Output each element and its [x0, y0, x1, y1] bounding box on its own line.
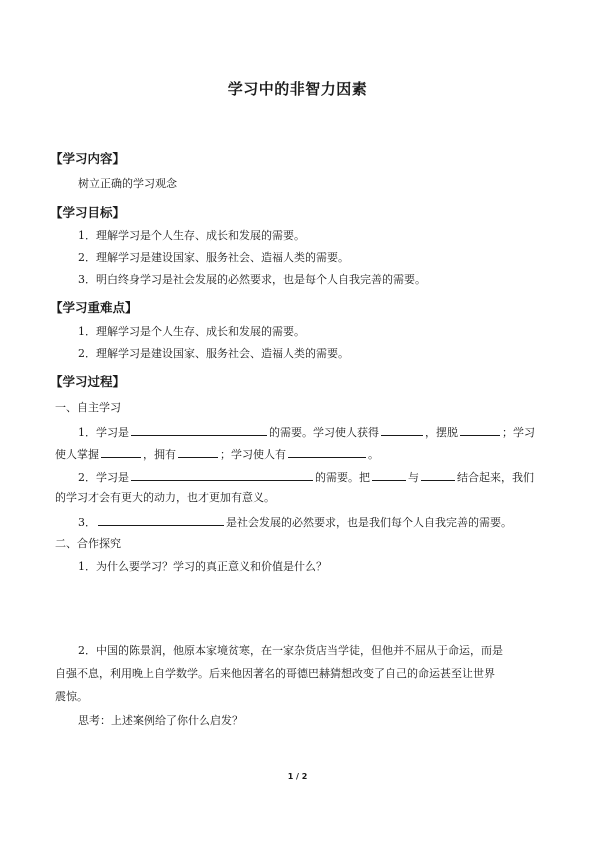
- section-heading-key-points: 【学习重难点】: [50, 300, 138, 315]
- part2-case-line1: 2．中国的陈景润，他原本家境贫寒，在一家杂货店当学徒，但他并不屈从于命运，而是: [78, 644, 503, 657]
- goal-item-2: 2．理解学习是建设国家、服务社会、造福人类的需要。: [78, 251, 349, 264]
- part2-title: 二、合作探究: [55, 537, 121, 550]
- q1-text-g: ；学习使人有: [220, 448, 286, 461]
- section-heading-process: 【学习过程】: [50, 374, 126, 389]
- blank-field[interactable]: [131, 424, 267, 436]
- blank-field[interactable]: [421, 469, 455, 481]
- fill-blank-q2-line2: 的学习才会有更大的动力，也才更加有意义。: [55, 491, 275, 504]
- blank-field[interactable]: [131, 469, 313, 481]
- fill-blank-q1-line2: [55, 446, 379, 462]
- fill-blank-q3: [78, 514, 512, 530]
- q1-text-f: ，拥有: [143, 448, 176, 461]
- fill-blank-q1-line1: [78, 424, 535, 440]
- part1-title: 一、自主学习: [55, 401, 121, 414]
- content-text: 树立正确的学习观念: [78, 177, 177, 190]
- q3-text-b: 是社会发展的必然要求，也是我们每个人自我完善的需要。: [226, 516, 512, 529]
- blank-field[interactable]: [460, 424, 500, 436]
- q1-text-e: 使人掌握: [55, 448, 99, 461]
- page-number: 1 / 2: [287, 772, 308, 781]
- q3-text-a: 3．: [78, 516, 96, 529]
- q2-text-c: 与: [408, 471, 419, 484]
- q2-text-a: 2．学习是: [78, 471, 129, 484]
- q2-text-b: 的需要。把: [315, 471, 370, 484]
- blank-field[interactable]: [98, 514, 224, 526]
- goal-item-3: 3．明白终身学习是社会发展的必然要求，也是每个人自我完善的需要。: [78, 273, 426, 286]
- goal-item-1: 1．理解学习是个人生存、成长和发展的需要。: [78, 229, 305, 242]
- q1-text-a: 1．学习是: [78, 426, 129, 439]
- q1-text-d: ；学习: [502, 426, 535, 439]
- key-point-item-1: 1．理解学习是个人生存、成长和发展的需要。: [78, 325, 305, 338]
- page-title: 学习中的非智力因素: [227, 80, 368, 98]
- section-heading-goals: 【学习目标】: [50, 205, 126, 220]
- part2-case-line2: 自强不息，利用晚上自学数学。后来他因著名的哥德巴赫猜想改变了自己的命运甚至让世界: [55, 667, 495, 680]
- q1-text-h: 。: [368, 448, 379, 461]
- section-heading-content: 【学习内容】: [50, 151, 126, 166]
- fill-blank-q2-line1: [78, 469, 534, 485]
- blank-field[interactable]: [178, 446, 218, 458]
- part2-case-line3: 震惊。: [55, 690, 88, 703]
- part2-think-prompt: 思考：上述案例给了你什么启发？: [78, 714, 243, 727]
- blank-field[interactable]: [372, 469, 406, 481]
- q1-text-b: 的需要。学习使人获得: [269, 426, 379, 439]
- q2-text-d: 结合起来，我们: [457, 471, 534, 484]
- q1-text-c: ，摆脱: [425, 426, 458, 439]
- blank-field[interactable]: [288, 446, 366, 458]
- blank-field[interactable]: [381, 424, 423, 436]
- key-point-item-2: 2．理解学习是建设国家、服务社会、造福人类的需要。: [78, 347, 349, 360]
- blank-field[interactable]: [101, 446, 141, 458]
- part2-question-1: 1．为什么要学习？学习的真正意义和价值是什么？: [78, 560, 327, 573]
